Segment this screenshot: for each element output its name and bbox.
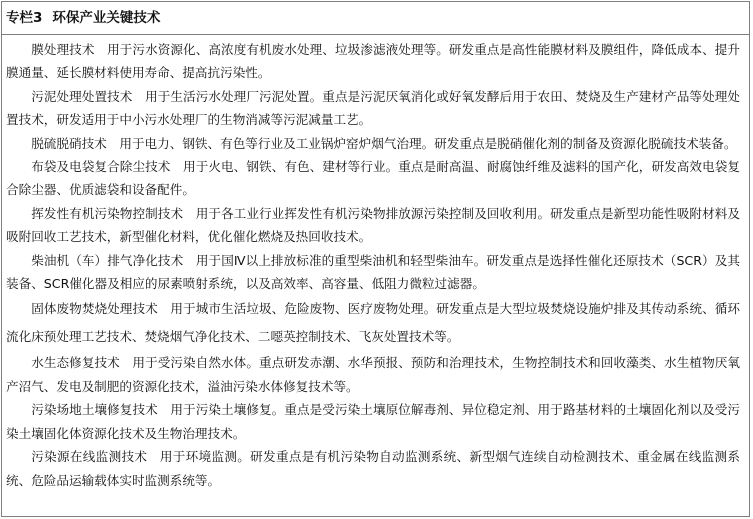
tech-item (6, 249, 740, 296)
tech-item (6, 85, 740, 132)
column-title (2, 2, 749, 35)
column-heading: 环保产业关键技术 (52, 10, 161, 26)
tech-term: 布袋及电袋复合除尘技术 (31, 159, 171, 175)
column-content (2, 35, 749, 492)
tech-item (6, 351, 740, 398)
tech-item (6, 398, 740, 445)
tech-term: 脱硫脱硝技术 (31, 135, 107, 151)
tech-desc: 用于火电、钢铁、有色、建材等行业。重点是耐高温、耐腐蚀纤维及滤料的国产化，研发高效电袋复合除尘器、优质滤袋和设备配件。 (6, 159, 741, 198)
tech-item (6, 38, 740, 85)
tech-desc: 用于受污染自然水体。重点研发赤潮、水华预报、预防和治理技术，生物控制技术和回收藻类、水生植物厌氧产沼气、发电及制肥的资源化技术，溢油污染水体修复技术等。 (6, 355, 741, 394)
tech-desc: 用于电力、钢铁、有色等行业及工业锅炉窑炉烟气治理。研发重点是脱硝催化剂的制备及资源化脱硫技术装备。 (119, 135, 737, 151)
tech-desc: 用于污水资源化、高浓度有机废水处理、垃圾渗滤液处理等。研发重点是高性能膜材料及膜组件，降低成本、提升膜通量、延长膜材料使用寿命、提高抗污染性。 (6, 42, 741, 81)
tech-desc: 用于各工业行业挥发性有机污染物排放源污染控制及回收利用。研发重点是新型功能性吸附材料及吸附回收工艺技术，新型催化材料，优化催化燃烧及热回收技术。 (6, 205, 741, 245)
tech-term: 污染源在线监测技术 (31, 449, 148, 465)
column-box (1, 1, 750, 517)
tech-desc: 用于生活污水处理厂污泥处置。重点是污泥厌氧消化或好氧发酵后用于农田、焚烧及生产建材产品等处理处置技术，研发适用于中小污水处理厂的生物消减等污泥减量工艺。 (6, 88, 741, 128)
tech-item (6, 155, 740, 202)
tech-item (6, 445, 740, 492)
column-label: 专栏3 (6, 10, 43, 26)
tech-term: 固体废物焚烧处理技术 (31, 301, 158, 317)
tech-term: 污染场地土壤修复技术 (31, 402, 158, 418)
tech-term: 柴油机（车）排气净化技术 (31, 252, 184, 268)
tech-desc: 用于城市生活垃圾、危险废物、医疗废物处理。研发重点是大型垃圾焚烧设施炉排及其传动系统、循环流化床预处理工艺技术、焚烧烟气净化技术、二噁英控制技术、飞灰处置技术等。 (6, 301, 741, 345)
tech-desc: 用于环境监测。研发重点是有机污染物自动监测系统、新型烟气连续自动检测技术、重金属在线监测系统、危险品运输载体实时监测系统等。 (6, 449, 741, 488)
tech-desc: 用于国Ⅳ以上排放标准的重型柴油机和轻型柴油车。研发重点是选择性催化还原技术（SCR）及其装备、SCR催化器及相应的尿素喷射系统，以及高效率、高容量、低阻力微粒过滤器。 (6, 252, 740, 292)
tech-term: 挥发性有机污染物控制技术 (31, 205, 184, 221)
tech-desc: 用于污染土壤修复。重点是受污染土壤原位解毒剂、异位稳定剂、用于路基材料的土壤固化剂以及受污染土壤固化体资源化技术及生物治理技术。 (6, 402, 741, 441)
tech-item (6, 295, 740, 351)
tech-term: 污泥处理处置技术 (31, 88, 133, 104)
tech-item (6, 132, 740, 155)
tech-item (6, 202, 740, 249)
tech-term: 膜处理技术 (31, 42, 95, 57)
tech-term: 水生态修复技术 (31, 355, 120, 371)
